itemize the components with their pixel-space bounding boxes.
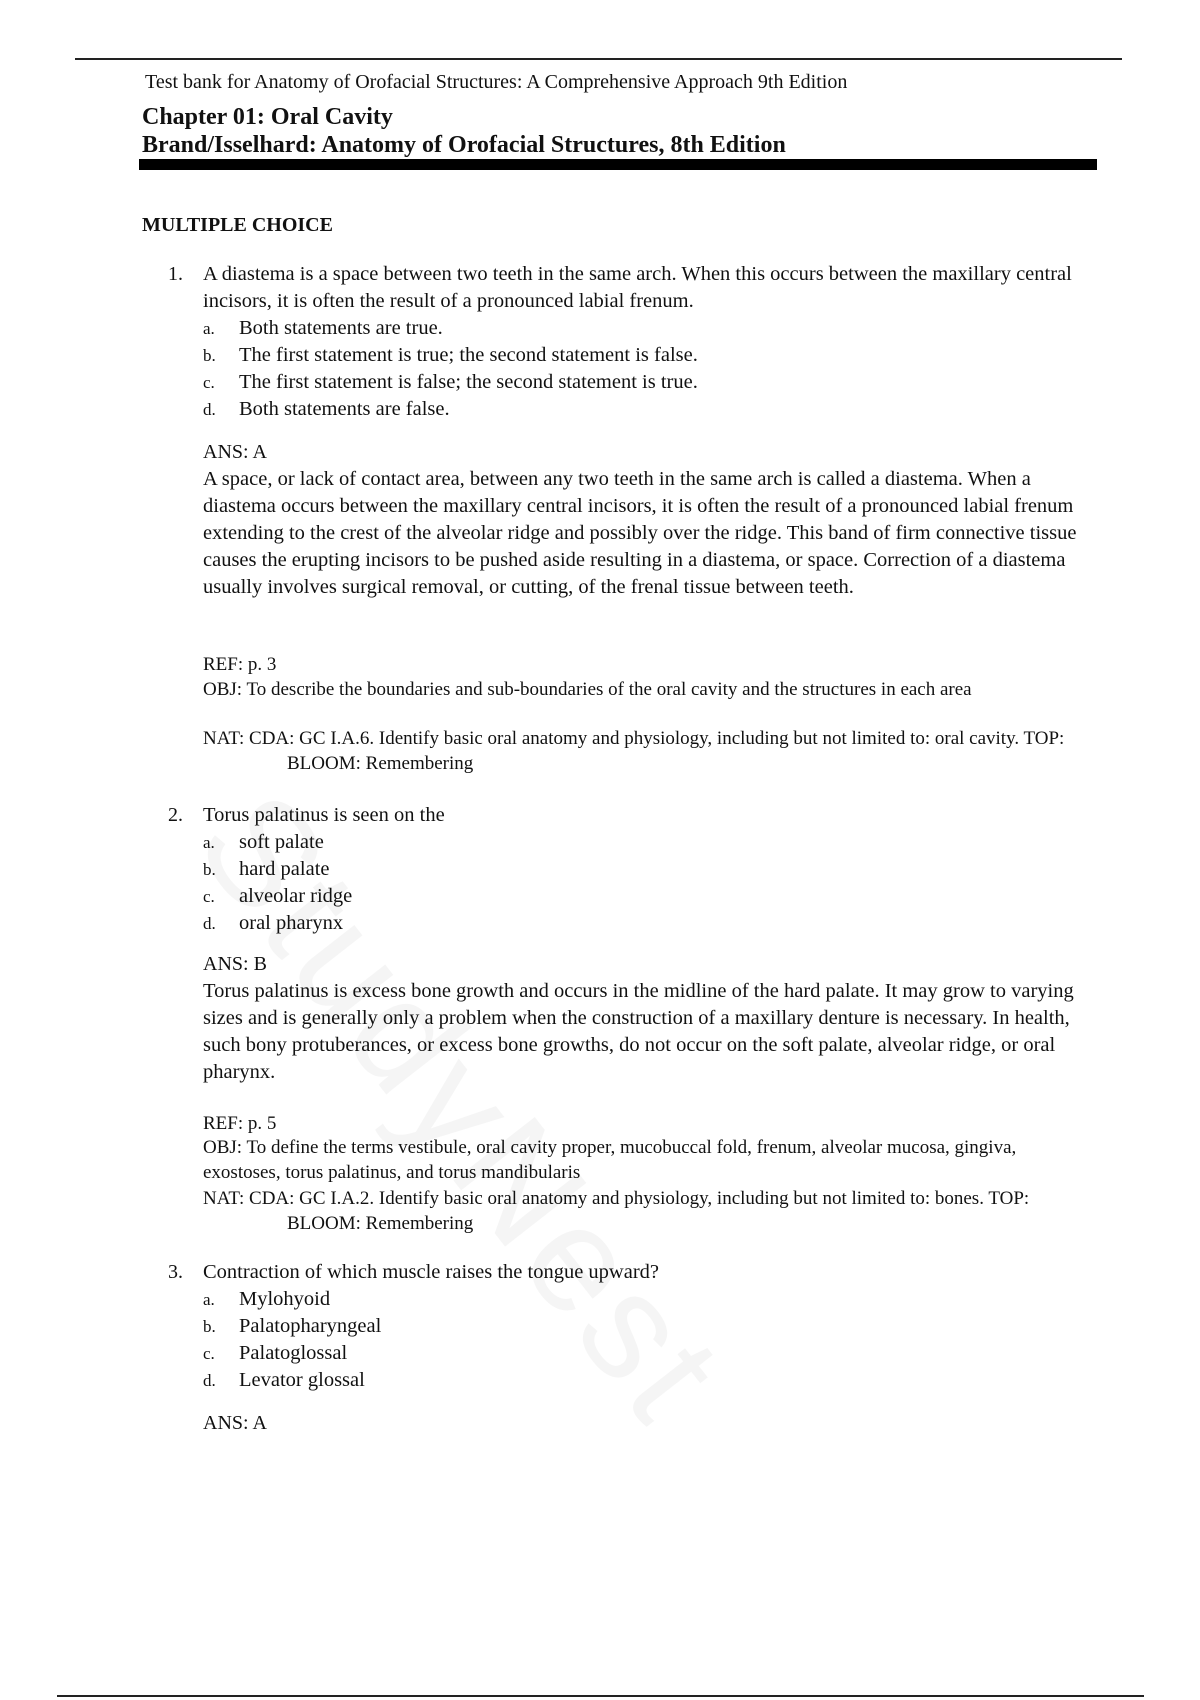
- choice-text: oral pharynx: [239, 912, 344, 934]
- question-number: 3.: [168, 1261, 183, 1283]
- ref-line: REF: p. 3: [203, 654, 277, 675]
- nat-text: NAT: CDA: GC I.A.2. Identify basic oral anatomy and physiology, including but not limited to: bones. TOP:: [203, 1188, 1030, 1209]
- choice-letter: a.: [203, 319, 215, 338]
- question-text: Torus palatinus is seen on the: [203, 804, 445, 826]
- choice-text: The first statement is false; the second statement is true.: [239, 371, 698, 393]
- question-text: A diastema is a space between two teeth in the same arch. When this occurs between the maxillary central incisors, it is often the result of a pronounced labial frenum.: [203, 263, 1072, 312]
- choice-a: [203, 1286, 330, 1313]
- choice-b: [203, 856, 330, 883]
- choice-text: Levator glossal: [239, 1369, 365, 1391]
- choice-letter: a.: [203, 1290, 215, 1309]
- nat-line: [203, 1186, 1093, 1236]
- choice-text: Mylohyoid: [239, 1288, 331, 1310]
- choice-letter: b.: [203, 346, 216, 365]
- bottom-rule: [57, 1695, 1144, 1697]
- question-number: 1.: [168, 263, 183, 285]
- rationale: Torus palatinus is excess bone growth and occurs in the midline of the hard palate. It may grow to varying sizes and is generally only a problem when the construction of a maxillary denture is necessary. In health, such bony protuberances, or excess bone growths, do not occur on the soft palate, alveolar ridge, or oral pharynx.: [203, 980, 1074, 1083]
- choice-text: soft palate: [239, 831, 324, 853]
- choice-c: [203, 369, 698, 396]
- choice-text: alveolar ridge: [239, 885, 353, 907]
- obj-line: OBJ: To define the terms vestibule, oral cavity proper, mucobuccal fold, frenum, alveolar mucosa, gingiva, exostoses, torus palatinus, and torus mandibularis: [203, 1137, 1017, 1183]
- choice-d: [203, 396, 450, 423]
- answer-key: ANS: B: [203, 953, 267, 975]
- choice-letter: a.: [203, 833, 215, 852]
- choice-c: [203, 883, 352, 910]
- choice-text: Both statements are true.: [239, 317, 443, 339]
- choice-c: [203, 1340, 347, 1367]
- question-text: Contraction of which muscle raises the tongue upward?: [203, 1261, 659, 1283]
- choice-letter: b.: [203, 1317, 216, 1336]
- choice-letter: d.: [203, 914, 216, 933]
- choice-a: [203, 315, 443, 342]
- question-number: 2.: [168, 804, 183, 826]
- nat-line: [203, 726, 1093, 776]
- answer-key: ANS: A: [203, 441, 267, 463]
- obj-line: OBJ: To describe the boundaries and sub-boundaries of the oral cavity and the structures in each area: [203, 679, 972, 700]
- bloom-level: BLOOM: Remembering: [287, 753, 474, 774]
- answer-key: ANS: A: [203, 1412, 267, 1434]
- title-underline-rule: [139, 159, 1097, 170]
- choice-a: [203, 829, 324, 856]
- choice-text: Palatoglossal: [239, 1342, 348, 1364]
- choice-text: Both statements are false.: [239, 398, 450, 420]
- choice-letter: d.: [203, 1371, 216, 1390]
- choice-b: [203, 1313, 381, 1340]
- choice-text: hard palate: [239, 858, 330, 880]
- choice-letter: b.: [203, 860, 216, 879]
- choice-d: [203, 910, 343, 937]
- rationale: A space, or lack of contact area, between any two teeth in the same arch is called a diastema. When a diastema occurs between the maxillary central incisors, it is often the result of a pronounced labial frenum extending to the crest of the alveolar ridge and possibly over the ridge. This band of firm connective tissue causes the erupting incisors to be pushed aside resulting in a diastema, or space. Correction of a diastema usually involves surgical removal, or cutting, of the frenal tissue between teeth.: [203, 468, 1077, 598]
- choice-letter: c.: [203, 373, 215, 392]
- choice-letter: c.: [203, 1344, 215, 1363]
- section-heading: MULTIPLE CHOICE: [142, 214, 333, 236]
- bloom-level: BLOOM: Remembering: [287, 1213, 474, 1234]
- ref-line: REF: p. 5: [203, 1113, 277, 1134]
- nat-text: NAT: CDA: GC I.A.6. Identify basic oral anatomy and physiology, including but not limited to: oral cavity. TOP:: [203, 728, 1065, 749]
- running-head: Test bank for Anatomy of Orofacial Structures: A Comprehensive Approach 9th Edition: [145, 71, 848, 93]
- choice-text: Palatopharyngeal: [239, 1315, 382, 1337]
- chapter-title: Chapter 01: Oral Cavity: [142, 104, 393, 130]
- choice-letter: d.: [203, 400, 216, 419]
- book-title: Brand/Isselhard: Anatomy of Orofacial Structures, 8th Edition: [142, 132, 786, 158]
- choice-letter: c.: [203, 887, 215, 906]
- choice-text: The first statement is true; the second statement is false.: [239, 344, 698, 366]
- choice-b: [203, 342, 698, 369]
- choice-d: [203, 1367, 365, 1394]
- top-rule: [75, 58, 1122, 60]
